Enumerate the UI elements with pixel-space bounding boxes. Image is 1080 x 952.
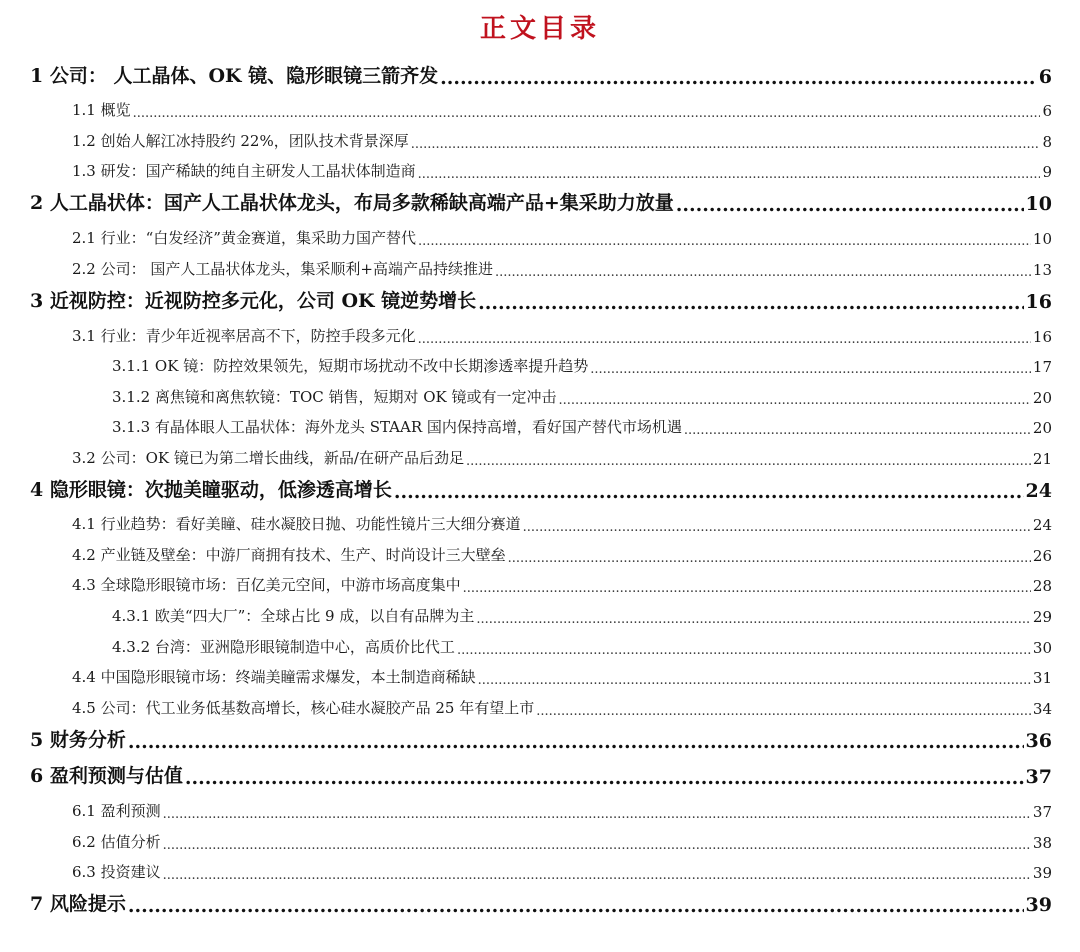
toc-entry-5[interactable] — [30, 724, 1052, 752]
toc-leader-dots — [476, 613, 1031, 626]
toc-entry-6-3[interactable] — [72, 860, 1052, 882]
toc-entry-4-5[interactable] — [72, 696, 1052, 718]
toc-entry-page: 26 — [1032, 547, 1052, 565]
toc-entry-2[interactable] — [30, 187, 1052, 215]
toc-entry-page: 8 — [1042, 133, 1052, 151]
toc-leader-dots — [676, 196, 1024, 215]
toc-entry-3-1[interactable] — [72, 324, 1052, 346]
toc-entry-label: 2.2 公司： 国产人工晶状体龙头，集采顺利+高端产品持续推进 — [72, 260, 493, 278]
toc-entry-page: 6 — [1042, 102, 1052, 120]
toc-entry-7[interactable] — [30, 888, 1052, 916]
toc-leader-dots — [418, 333, 1031, 346]
toc-leader-dots — [463, 582, 1031, 595]
toc-leader-dots — [466, 455, 1031, 468]
toc-entry-page: 10 — [1032, 230, 1052, 248]
toc-entry-2-2[interactable] — [72, 257, 1052, 279]
toc-entry-page: 38 — [1032, 834, 1052, 852]
toc-entry-6-1[interactable] — [72, 799, 1052, 821]
toc-entry-page: 16 — [1032, 328, 1052, 346]
toc-entry-label: 4 隐形眼镜：次抛美瞳驱动，低渗透高增长 — [30, 479, 392, 501]
toc-entry-6-2[interactable] — [72, 830, 1052, 852]
toc-entry-page: 17 — [1032, 358, 1052, 376]
toc-leader-dots — [163, 869, 1031, 882]
toc-leader-dots — [440, 69, 1037, 88]
toc-entry-4-3-1[interactable] — [112, 604, 1052, 626]
toc-entry-label: 2 人工晶状体：国产人工晶状体龙头，布局多款稀缺高端产品+集采助力放量 — [30, 192, 674, 214]
toc-entry-label: 3.1.3 有晶体眼人工晶状体：海外龙头 STAAR 国内保持高增，看好国产替代市场机遇 — [112, 418, 682, 436]
page-title: 正文目录 — [479, 14, 600, 44]
toc-entry-page: 39 — [1032, 864, 1052, 882]
toc-entry-3[interactable] — [30, 285, 1052, 313]
toc-entry-6[interactable] — [30, 760, 1052, 788]
toc-entry-label: 2.1 行业：“白发经济”黄金赛道，集采助力国产替代 — [72, 229, 416, 247]
toc-entry-label: 1.3 研发：国产稀缺的纯自主研发人工晶状体制造商 — [72, 162, 416, 180]
toc-entry-page: 24 — [1032, 516, 1052, 534]
toc-leader-dots — [128, 897, 1024, 916]
toc-entry-3-1-1[interactable] — [112, 354, 1052, 376]
toc-leader-dots — [478, 294, 1023, 313]
toc-entry-page: 10 — [1025, 193, 1052, 215]
toc-entry-label: 4.3.1 欧美“四大厂”：全球占比 9 成，以自有品牌为主 — [112, 607, 475, 625]
toc-entry-label: 4.4 中国隐形眼镜市场：终端美瞳需求爆发，本土制造商稀缺 — [72, 668, 476, 686]
toc-leader-dots — [128, 733, 1024, 752]
toc-entry-page: 31 — [1032, 669, 1052, 687]
toc-leader-dots — [508, 552, 1031, 565]
toc-entry-page: 34 — [1032, 700, 1052, 718]
toc-entry-4-3-2[interactable] — [112, 635, 1052, 657]
toc-entry-1-3[interactable] — [72, 159, 1052, 181]
toc-entry-label: 4.5 公司：代工业务低基数高增长，核心硅水凝胶产品 25 年有望上市 — [72, 699, 535, 717]
toc-entry-label: 1 公司： 人工晶体、OK 镜、隐形眼镜三箭齐发 — [30, 65, 439, 87]
toc-entry-label: 3.1.2 离焦镜和离焦软镜：TOC 销售，短期对 OK 镜或有一定冲击 — [112, 388, 557, 406]
toc-leader-dots — [411, 138, 1041, 151]
toc-entry-4-1[interactable] — [72, 512, 1052, 534]
toc-entry-label: 3.1 行业：青少年近视率居高不下，防控手段多元化 — [72, 327, 416, 345]
toc-leader-dots — [559, 394, 1031, 407]
toc-entry-4-3[interactable] — [72, 573, 1052, 595]
toc-entry-page: 21 — [1032, 450, 1052, 468]
toc-entry-3-2[interactable] — [72, 446, 1052, 468]
toc-leader-dots — [185, 769, 1024, 788]
toc-leader-dots — [590, 363, 1031, 376]
toc-entry-page: 16 — [1025, 291, 1052, 313]
toc-leader-dots — [523, 521, 1031, 534]
toc-entry-label: 7 风险提示 — [30, 893, 126, 915]
toc-entry-label: 5 财务分析 — [30, 729, 126, 751]
toc-entry-1-1[interactable] — [72, 98, 1052, 120]
toc-leader-dots — [133, 107, 1041, 120]
toc-entry-page: 20 — [1032, 419, 1052, 437]
toc-entry-label: 6.2 估值分析 — [72, 833, 161, 851]
toc-entry-1[interactable] — [30, 60, 1052, 88]
toc-entry-label: 4.3.2 台湾：亚洲隐形眼镜制造中心，高质价比代工 — [112, 638, 455, 656]
toc-entry-page: 30 — [1032, 639, 1052, 657]
toc-leader-dots — [418, 168, 1041, 181]
toc-leader-dots — [478, 674, 1031, 687]
toc-entry-page: 37 — [1032, 803, 1052, 821]
toc-entry-label: 3.2 公司：OK 镜已为第二增长曲线，新品/在研产品后劲足 — [72, 449, 464, 467]
toc-entry-label: 6 盈利预测与估值 — [30, 765, 183, 787]
toc-entry-4-4[interactable] — [72, 665, 1052, 687]
toc-entry-label: 4.2 产业链及壁垒：中游厂商拥有技术、生产、时尚设计三大壁垒 — [72, 546, 506, 564]
toc-entry-page: 24 — [1025, 480, 1052, 502]
toc-entry-4-2[interactable] — [72, 543, 1052, 565]
toc-entry-page: 13 — [1032, 261, 1052, 279]
toc-entry-3-1-3[interactable] — [112, 415, 1052, 437]
toc-entry-2-1[interactable] — [72, 226, 1052, 248]
toc-entry-label: 3 近视防控：近视防控多元化，公司 OK 镜逆势增长 — [30, 290, 477, 312]
toc-entry-page: 36 — [1025, 730, 1052, 752]
toc-leader-dots — [418, 235, 1031, 248]
toc-entry-label: 6.1 盈利预测 — [72, 802, 161, 820]
toc-entry-label: 4.1 行业趋势：看好美瞳、硅水凝胶日抛、功能性镜片三大细分赛道 — [72, 515, 521, 533]
toc-leader-dots — [163, 839, 1031, 852]
toc-entry-page: 28 — [1032, 577, 1052, 595]
toc-entry-label: 6.3 投资建议 — [72, 863, 161, 881]
toc-entry-page: 39 — [1025, 894, 1052, 916]
toc-entry-1-2[interactable] — [72, 129, 1052, 151]
toc-entry-4[interactable] — [30, 474, 1052, 502]
toc-leader-dots — [457, 644, 1031, 657]
toc-leader-dots — [536, 705, 1031, 718]
toc-leader-dots — [394, 483, 1024, 502]
toc-leader-dots — [684, 424, 1031, 437]
toc-entry-3-1-2[interactable] — [112, 385, 1052, 407]
toc-entry-label: 1.2 创始人解江冰持股约 22%，团队技术背景深厚 — [72, 132, 409, 150]
toc-entry-page: 37 — [1025, 766, 1052, 788]
toc-leader-dots — [163, 808, 1031, 821]
toc-entry-page: 20 — [1032, 389, 1052, 407]
toc-entry-label: 3.1.1 OK 镜：防控效果领先，短期市场扰动不改中长期渗透率提升趋势 — [112, 357, 589, 375]
toc-entry-label: 1.1 概览 — [72, 101, 131, 119]
toc-entry-label: 4.3 全球隐形眼镜市场：百亿美元空间，中游市场高度集中 — [72, 576, 461, 594]
toc-entry-page: 9 — [1042, 163, 1052, 181]
toc-entry-page: 29 — [1032, 608, 1052, 626]
toc-entry-page: 6 — [1038, 66, 1052, 88]
toc-leader-dots — [495, 266, 1031, 279]
